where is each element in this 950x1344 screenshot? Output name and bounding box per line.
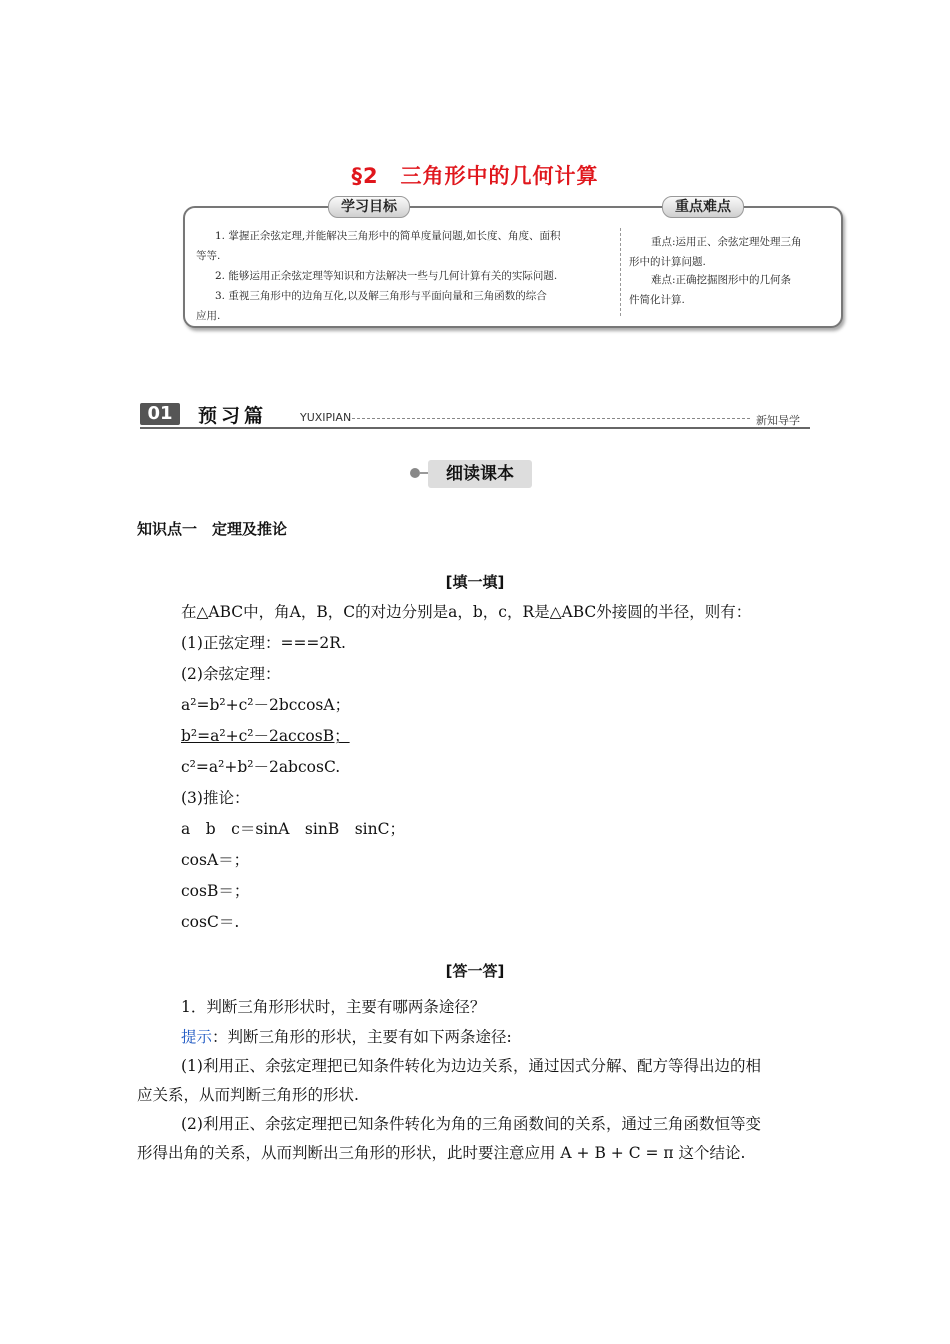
- section-number-badge: 01: [140, 403, 180, 425]
- pill-connector: [420, 472, 428, 474]
- tab-learning-goals: 学习目标: [328, 196, 410, 218]
- goal-line: 1. 掌握正余弦定理,并能解决三角形中的简单度量问题,如长度、角度、面积: [215, 230, 561, 242]
- goal-line: 应用.: [196, 310, 221, 322]
- knowledge-point-title: 知识点一 定理及推论: [137, 520, 288, 538]
- section-pinyin: YUXIPIAN: [300, 411, 352, 424]
- corollary-cosC: cosC＝.: [181, 913, 240, 931]
- goal-line: 等等.: [196, 250, 221, 262]
- sine-law-line: (1)正弦定理：===2R.: [181, 634, 346, 652]
- answer-heading: [答一答]: [445, 962, 505, 980]
- corollary-label: (3)推论：: [181, 789, 250, 807]
- corollary-cosB: cosB＝；: [181, 882, 250, 900]
- corollary-ratio: a b c＝sinA sinB sinC；: [181, 820, 405, 838]
- fill-intro: 在△ABC中，角A，B，C的对边分别是a，b，c，R是△ABC外接圆的半径，则有：: [181, 603, 752, 621]
- section-subtitle: 新知导学: [756, 414, 800, 427]
- tab-key-points: 重点难点: [662, 196, 744, 218]
- key-point-line: 形中的计算问题.: [629, 256, 706, 268]
- cosine-law-b: b²=a²+c²－2accosB；: [181, 727, 350, 745]
- section-underline: [140, 427, 810, 429]
- goal-line: 3. 重视三角形中的边角互化,以及解三角形与平面向量和三角函数的综合: [215, 290, 547, 302]
- paragraph-1-line-2: 应关系，从而判断三角形的形状.: [137, 1086, 359, 1104]
- cosine-law-a: a²=b²+c²－2bccosA；: [181, 696, 351, 714]
- subsection-pill: 细读课本: [428, 460, 532, 488]
- paragraph-1-line-1: (1)利用正、余弦定理把已知条件转化为边边关系，通过因式分解、配方等得出边的相: [181, 1057, 761, 1075]
- hint-line: [181, 1025, 512, 1047]
- key-point-line: 难点:正确挖掘图形中的几何条: [651, 274, 792, 286]
- page-title: §2 三角形中的几何计算: [351, 164, 599, 188]
- hint-text: ：判断三角形的形状，主要有如下两条途径:: [212, 1028, 512, 1046]
- pill-dot-icon: [410, 468, 420, 478]
- key-point-line: 重点:运用正、余弦定理处理三角: [651, 236, 802, 248]
- key-point-line: 件简化计算.: [629, 294, 685, 306]
- cosine-law-c: c²=a²+b²－2abcosC.: [181, 758, 341, 776]
- paragraph-2-line-1: (2)利用正、余弦定理把已知条件转化为角的三角函数间的关系，通过三角函数恒等变: [181, 1115, 761, 1133]
- corollary-cosA: cosA＝；: [181, 851, 250, 869]
- section-title: 预习篇: [198, 405, 268, 427]
- goal-line: 2. 能够运用正余弦定理等知识和方法解决一些与几何计算有关的实际问题.: [215, 270, 558, 282]
- hint-label: 提示: [181, 1028, 213, 1046]
- section-dashed-line: [352, 418, 750, 419]
- cosine-law-label: (2)余弦定理：: [181, 665, 281, 683]
- fill-heading: [填一填]: [445, 573, 505, 591]
- question-1: 1．判断三角形形状时，主要有哪两条途径？: [181, 998, 486, 1016]
- paragraph-2-line-2: 形得出角的关系，从而判断出三角形的形状，此时要注意应用 A + B + C = π 这个结论.: [137, 1144, 746, 1162]
- goals-divider: [620, 228, 621, 316]
